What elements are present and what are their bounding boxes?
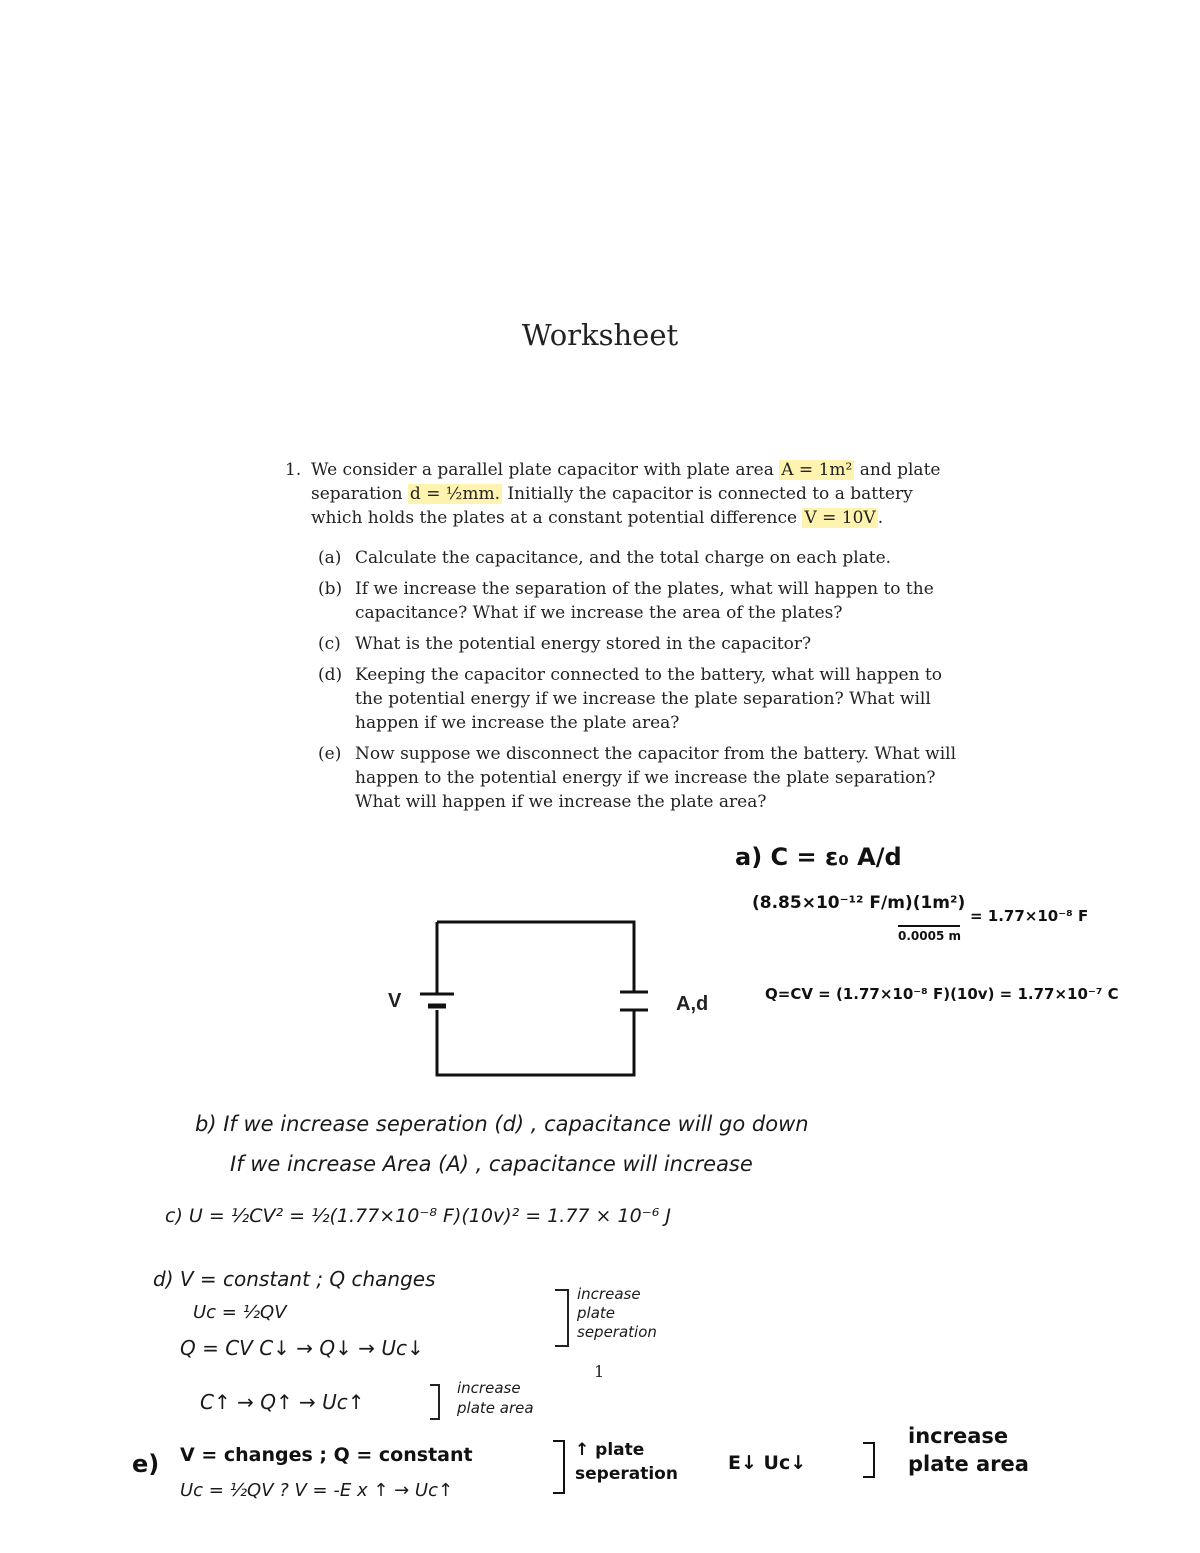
- answer-a-numerator: (8.85×10⁻¹² F/m)(1m²): [752, 893, 966, 913]
- answer-d-bracket2: [457, 1378, 534, 1418]
- part-text: happen to the potential energy if we increase the plate separation?: [355, 768, 936, 788]
- problem-text: Initially the capacitor is connected to a battery: [501, 484, 913, 504]
- page-number: 1: [594, 1362, 605, 1381]
- bracket-text: plate area: [908, 1452, 1029, 1476]
- part-text: the potential energy if we increase the plate separation? What will: [355, 689, 931, 709]
- bracket-text: seperation: [575, 1464, 678, 1484]
- answer-a-formula: a) C = ε₀ A/d: [735, 843, 902, 871]
- answer-e-bracket2: [908, 1422, 1029, 1478]
- highlight-separation: d = ½mm.: [409, 484, 500, 504]
- answer-d-bracket1: [577, 1285, 657, 1342]
- problem-text: We consider a parallel plate capacitor with plate area: [311, 460, 780, 480]
- answer-a-result: = 1.77×10⁻⁸ F: [970, 907, 1089, 925]
- bracket-icon: [430, 1384, 440, 1420]
- bracket-text: plate: [577, 1304, 615, 1322]
- answer-e-line1: V = changes ; Q = constant: [180, 1444, 473, 1466]
- bracket-text: ↑ plate: [575, 1440, 645, 1460]
- part-text: What is the potential energy stored in the capacitor?: [355, 634, 812, 654]
- part-text: capacitance? What if we increase the area of the plates?: [355, 603, 843, 623]
- capacitor-label: A,d: [676, 993, 709, 1015]
- problem-text: and plate: [854, 460, 941, 480]
- bracket-icon: [555, 1289, 569, 1347]
- part-label: (c): [318, 634, 341, 654]
- circuit-wire: [437, 922, 634, 1075]
- problem-text: which holds the plates at a constant potential difference: [311, 508, 803, 528]
- problem-text: separation: [311, 484, 408, 504]
- answer-a-charge: Q=CV = (1.77×10⁻⁸ F)(10v) = 1.77×10⁻⁷ C: [765, 985, 1119, 1003]
- part-label: (b): [318, 579, 343, 599]
- answer-d-line3: Q = CV C↓ → Q↓ → Uc↓: [180, 1336, 424, 1360]
- answer-d-line2: Uc = ½QV: [193, 1302, 287, 1323]
- bracket-text: increase: [457, 1379, 521, 1397]
- bracket-icon: [553, 1440, 565, 1494]
- battery-symbol: [420, 994, 454, 1006]
- worksheet-title: Worksheet: [521, 318, 679, 352]
- bracket-text: seperation: [577, 1323, 657, 1341]
- answer-e-mid: E↓ Uc↓: [728, 1452, 807, 1474]
- answer-d-line4: C↑ → Q↑ → Uc↑: [200, 1390, 365, 1414]
- highlight-voltage: V = 10V: [804, 508, 876, 528]
- part-text: Calculate the capacitance, and the total charge on each plate.: [355, 548, 892, 568]
- part-text: If we increase the separation of the plates, what will happen to the: [355, 579, 934, 599]
- answer-d-line1: d) V = constant ; Q changes: [153, 1267, 436, 1291]
- capacitor-symbol: [620, 986, 648, 1018]
- part-text: Keeping the capacitor connected to the battery, what will happen to: [355, 665, 943, 685]
- part-text: What will happen if we increase the plate area?: [355, 792, 767, 812]
- answer-b-line1: b) If we increase seperation (d) , capacitance will go down: [195, 1112, 809, 1136]
- bracket-text: increase: [577, 1285, 641, 1303]
- answer-e-bracket1: [575, 1438, 678, 1486]
- answer-a-denominator: 0.0005 m: [898, 929, 961, 943]
- part-label: (e): [318, 744, 342, 764]
- part-text: happen if we increase the plate area?: [355, 713, 680, 733]
- bracket-text: increase: [908, 1424, 1009, 1448]
- fraction-bar: [898, 925, 960, 927]
- problem-line-2: [311, 482, 913, 506]
- highlight-area: A = 1m²: [781, 460, 853, 480]
- circuit-diagram: [380, 910, 740, 1090]
- battery-label: V: [388, 990, 402, 1012]
- problem-line-3: [311, 506, 883, 530]
- problem-text: .: [877, 508, 884, 528]
- part-text: Now suppose we disconnect the capacitor from the battery. What will: [355, 744, 957, 764]
- answer-b-line2: If we increase Area (A) , capacitance will increase: [230, 1152, 753, 1176]
- answer-e-line2: Uc = ½QV ? V = -E x ↑ → Uc↑: [180, 1480, 454, 1501]
- answer-c-line1: c) U = ½CV² = ½(1.77×10⁻⁸ F)(10v)² = 1.77 × 10⁻⁶ J: [165, 1205, 671, 1227]
- bracket-icon: [863, 1442, 875, 1478]
- part-label: (a): [318, 548, 342, 568]
- problem-number: 1.: [285, 460, 302, 480]
- bracket-text: plate area: [457, 1399, 534, 1417]
- problem-line-1: [311, 458, 940, 482]
- answer-e-label: e): [132, 1450, 160, 1478]
- part-label: (d): [318, 665, 343, 685]
